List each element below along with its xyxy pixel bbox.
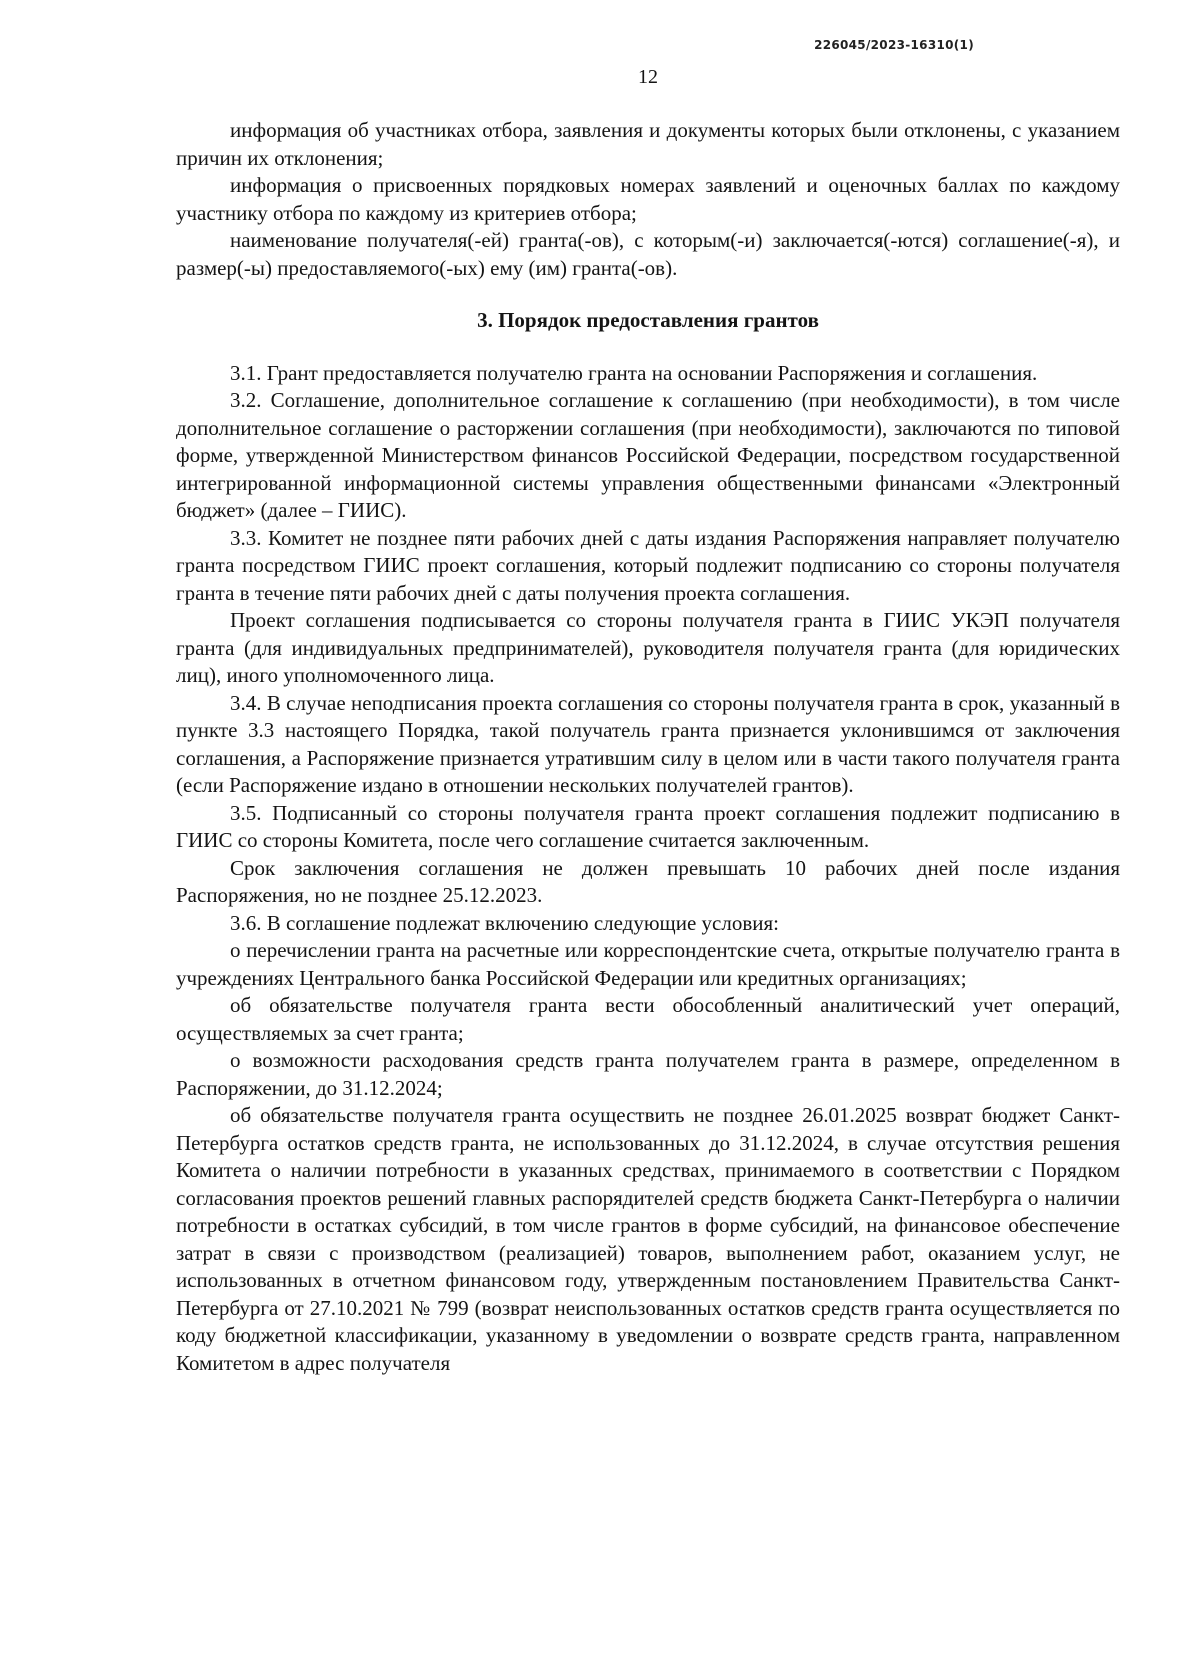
paragraph: 3.5. Подписанный со стороны получателя гранта проект соглашения подлежит подписанию в ГИИС со стороны Комитета, после чего соглашение считается заключенным. bbox=[176, 800, 1120, 852]
paragraph: Срок заключения соглашения не должен превышать 10 рабочих дней после издания Распоряжения, но не позднее 25.12.2023. bbox=[176, 855, 1120, 907]
page-number bbox=[0, 66, 1200, 89]
paragraph: информация об участниках отбора, заявления и документы которых были отклонены, с указанием причин их отклонения; bbox=[176, 118, 1120, 170]
paragraph: о возможности расходования средств гранта получателем гранта в размере, определенном в Распоряжении, до 31.12.2024; bbox=[176, 1048, 1120, 1100]
page-number-text: 12 bbox=[638, 66, 658, 88]
paragraph: Проект соглашения подписывается со стороны получателя гранта в ГИИС УКЭП получателя гранта (для индивидуальных предпринимателей), руководителя получателя гранта (для юридических лиц), иного уполномоченного лица. bbox=[176, 608, 1120, 687]
section-title: 3. Порядок предоставления грантов bbox=[477, 308, 819, 332]
paragraph: информация о присвоенных порядковых номерах заявлений и оценочных баллах по каждому участнику отбора по каждому из критериев отбора; bbox=[176, 173, 1120, 225]
paragraph: 3.4. В случае неподписания проекта соглашения со стороны получателя гранта в срок, указанный в пункте 3.3 настоящего Порядка, такой получатель гранта признается уклонившимся от заключения соглашения, а Распоряжение признается утратившим силу в целом или в части такого получателя гранта (если Распоряжение издано в отношении нескольких получателей грантов). bbox=[176, 690, 1120, 797]
paragraph: 3.6. В соглашение подлежат включению следующие условия: bbox=[230, 910, 779, 935]
paragraph: об обязательстве получателя гранта осуществить не позднее 26.01.2025 возврат бюджет Санкт-Петербурга остатков средств гранта, не использованных до 31.12.2024, в случае отсутствия решения Комитета о наличии потребности в указанных средствах, принимаемого в соответствии с Порядком согласования проектов решений главных распорядителей средств бюджета Санкт-Петербурга о наличии потребности в остатках субсидий, в том числе грантов в форме субсидий, на финансовое обеспечение затрат в связи с производством (реализацией) товаров, выполнением работ, оказанием услуг, не использованных в отчетном финансовом году, утвержденным постановлением Правительства Санкт-Петербурга от 27.10.2021 № 799 (возврат неиспользованных остатков средств гранта осуществляется по коду бюджетной классификации, указанному в уведомлении о возврате средств гранта, направленном Комитетом в адрес получателя bbox=[176, 1103, 1120, 1375]
paragraph: 3.3. Комитет не позднее пяти рабочих дней с даты издания Распоряжения направляет получателю гранта посредством ГИИС проект соглашения, который подлежит подписанию со стороны получателя гранта в течение пяти рабочих дней с даты получения проекта соглашения. bbox=[176, 525, 1120, 605]
document-registration-number: 226045/2023-16310(1) bbox=[814, 38, 974, 52]
paragraph: о перечислении гранта на расчетные или корреспондентские счета, открытые получателю гранта в учреждениях Центрального банка Российской Федерации или кредитных организациях; bbox=[176, 938, 1120, 990]
paragraph: 3.1. Грант предоставляется получателю гранта на основании Распоряжения и соглашения. bbox=[230, 360, 1038, 385]
paragraph: наименование получателя(-ей) гранта(-ов), с которым(-и) заключается(-ются) соглашение(-я), и размер(-ы) предоставляемого(-ых) ему (им) гранта(-ов). bbox=[176, 228, 1120, 280]
document-body bbox=[176, 117, 1120, 1377]
paragraph: об обязательстве получателя гранта вести обособленный аналитический учет операций, осуществляемых за счет гранта; bbox=[176, 993, 1120, 1045]
paragraph: 3.2. Соглашение, дополнительное соглашение к соглашению (при необходимости), в том числе дополнительное соглашение о расторжении соглашения (при необходимости), заключаются по типовой форме, утвержденной Министерством финансов Российской Федерации, посредством государственной интегрированной информационной системы управления общественными финансами «Электронный бюджет» (далее – ГИИС). bbox=[176, 388, 1120, 522]
